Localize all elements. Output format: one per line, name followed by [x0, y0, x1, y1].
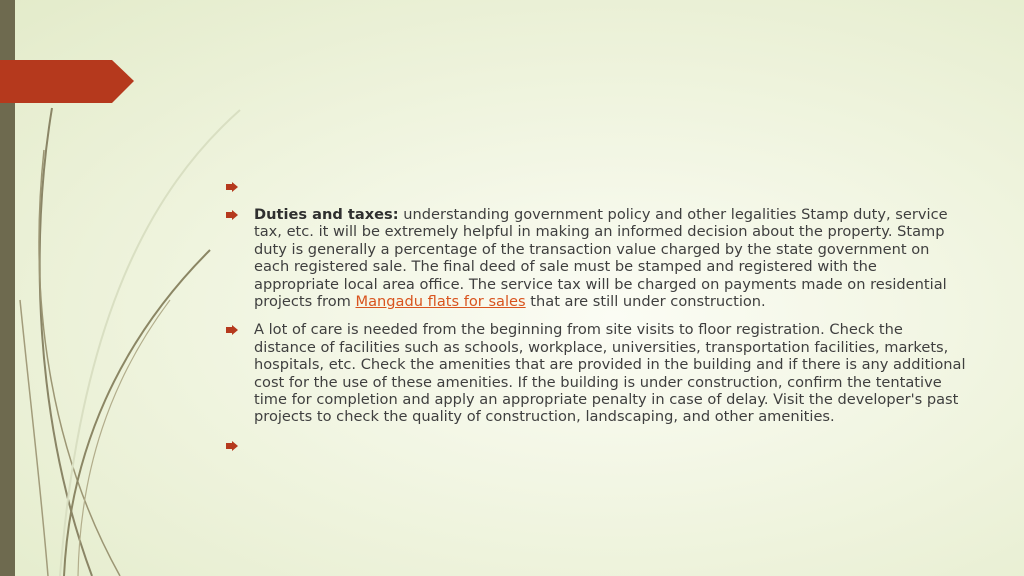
right-arrow-bullet-icon: [226, 441, 238, 451]
accent-tab: [0, 60, 134, 103]
bullet-item-care-needed: [226, 321, 966, 425]
slide-body: [226, 178, 966, 465]
bullet-body-text-end: that are still under construction.: [525, 293, 766, 311]
bullet-text: [254, 206, 966, 310]
bullet-lead-heading: Duties and taxes:: [254, 206, 399, 223]
right-arrow-bullet-icon: [226, 325, 238, 335]
right-arrow-bullet-icon: [226, 210, 238, 220]
bullet-body-text: understanding government policy and other legalities Stamp duty, service tax, etc. it will be extremely helpful in making an informed decision about the property. Stamp duty is generally a percentage of the transaction value charged by the state government on each registered sale. The final deed of sale must be stamped and registered with the appropriate local area office. The service tax will be charged on payments made on residential projects from: [254, 206, 948, 311]
bullet-item-empty-1: [226, 178, 966, 192]
bullet-item-empty-2: [226, 437, 966, 451]
bullet-item-duties-and-taxes: [226, 206, 966, 310]
mangadu-flats-link[interactable]: Mangadu flats for sales: [355, 293, 526, 311]
right-arrow-bullet-icon: [226, 182, 238, 192]
bullet-text: A lot of care is needed from the beginning from site visits to floor registration. Check the distance of facilities such as schools, workplace, universities, transportation facilities, markets, hospitals, etc. Check the amenities that are provided in the building and if there is any additional cost for the use of these amenities. If the building is under construction, confirm the tentative time for completion and apply an appropriate penalty in case of delay. Visit the developer's past projects to check the quality of construction, landscaping, and other amenities.: [254, 321, 966, 426]
